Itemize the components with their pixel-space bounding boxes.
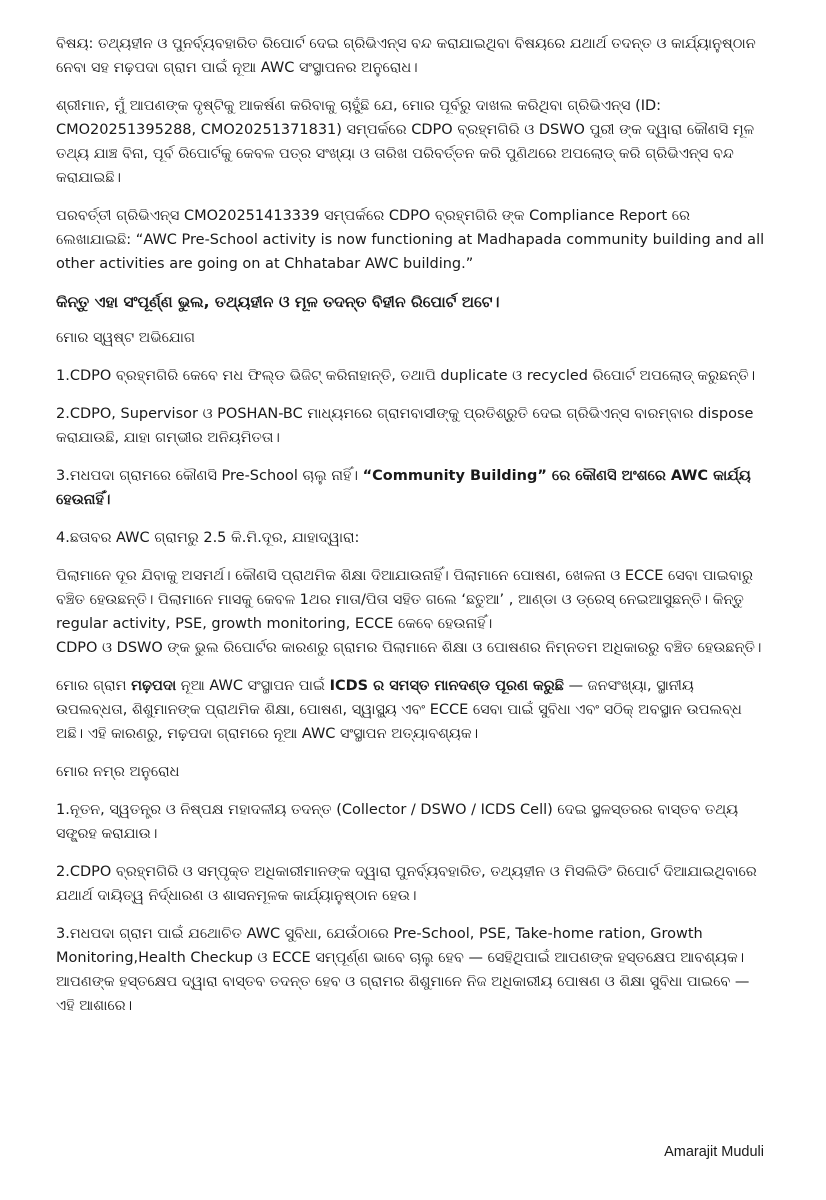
compliance-paragraph: ପରବର୍ତ୍ତୀ ଗ୍ରିଭିଏନ୍ସ CMO20251413339 ସମ୍ପର୍କରେ CDPO ବ୍ରହ୍ମଗିରି ଙ୍କ Compliance Report ରେ ଲେଖାଯାଇଛି: “AWC Pre-School activity is now functioning at Madhapada community building and all other activities are going on at Chhatabar AWC building.” — [56, 208, 765, 272]
request-item-2: 2.CDPO ବ୍ରହ୍ମଗିରି ଓ ସମ୍ପୃକ୍ତ ଅଧିକାରୀମାନଙ୍କ ଦ୍ୱାରା ପୁନର୍ବ୍ୟବହାରିତ, ତଥ୍ୟହୀନ ଓ ମିସଲିଡିଂ ରିପୋର୍ଟ ଦିଆଯାଇଥିବାରେ ଯଥାର୍ଥ ଦାୟିତ୍ୱ ନିର୍ଦ୍ଧାରଣ ଓ ଶାସନମୂଳକ କାର୍ଯ୍ୟାନୁଷ୍ଠାନ ହେଉ। — [56, 864, 757, 904]
intro-paragraph: ଶ୍ରୀମାନ, ମୁଁ ଆପଣଙ୍କ ଦୃଷ୍ଟିକୁ ଆକର୍ଷଣ କରିବାକୁ ଚାହୁଁଛି ଯେ, ମୋର ପୂର୍ବରୁ ଦାଖଲ କରିଥିବା ଗ୍ରିଭିଏନ୍ସ (ID: CMO20251395288, CMO20251371831) ସମ୍ପର୍କରେ CDPO ବ୍ରହ୍ମଗିରି ଓ DSWO ପୁରୀ ଙ୍କ ଦ୍ୱାରା କୌଣସି ମୂଳ ତଥ୍ୟ ଯାଞ୍ଚ ବିନା, ପୂର୍ବ ରିପୋର୍ଟକୁ କେବଳ ପତ୍ର ସଂଖ୍ୟା ଓ ତାରିଖ ପରିବର୍ତ୍ତନ କରି ପୁଣିଥରେ ଅପଲୋଡ୍ କରି ଗ୍ରିଭିଏନ୍ସ ବନ୍ଦ କରାଯାଇଛି। — [56, 98, 755, 186]
village-text-2: ନୂଆ AWC ସଂସ୍ଥାପନ ପାଇଁ — [176, 678, 330, 694]
closing-paragraph: ଆପଣଙ୍କ ହସ୍ତକ୍ଷେପ ଦ୍ୱାରା ବାସ୍ତବ ତଦନ୍ତ ହେବ ଓ ଗ୍ରାମର ଶିଶୁମାନେ ନିଜ ଅଧିକାରୀୟ ପୋଷଣ ଓ ଶିକ୍ଷା ସୁବିଧା ପାଇବେ — ଏହି ଆଶାରେ। — [56, 974, 750, 1014]
complaint-item-4: 4.ଛତାବର AWC ଗ୍ରାମରୁ 2.5 କି.ମି.ଦୂର, ଯାହାଦ୍ୱାରା: — [56, 530, 360, 546]
children-paragraph-2: CDPO ଓ DSWO ଙ୍କ ଭୁଲ ରିପୋର୍ଟର କାରଣରୁ ଗ୍ରାମର ପିଲାମାନେ ଶିକ୍ଷା ଓ ପୋଷଣର ନିମ୍ନତମ ଅଧିକାରରୁ ବଞ୍ଚିତ ହେଉଛନ୍ତି। — [56, 640, 762, 656]
requests-heading: ମୋର ନମ୍ର ଅନୁରୋଧ — [56, 764, 180, 780]
village-name: ମଢ଼ପଦା — [131, 678, 177, 694]
signature: Amarajit Muduli — [664, 1144, 764, 1160]
complaint-item-3 — [56, 464, 768, 512]
village-paragraph — [56, 674, 768, 746]
complaints-heading: ମୋର ସ୍ୱଷ୍ଟ ଅଭିଯୋଗ — [56, 330, 196, 346]
children-paragraph: ପିଲାମାନେ ଦୂର ଯିବାକୁ ଅସମର୍ଥ। କୌଣସି ପ୍ରାଥମିକ ଶିକ୍ଷା ଦିଆଯାଉନାହିଁ। ପିଲାମାନେ ପୋଷଣ, ଖେଳନା ଓ ECCE ସେବା ପାଇବାରୁ ବଞ୍ଚିତ ହେଉଛନ୍ତି। ପିଲାମାନେ ମାସକୁ କେବଳ 1ଥର ମାତା/ପିତା ସହିତ ଗଲେ ‘ଛତୁଆ’ , ଆଣ୍ଡା ଓ ଡ୍ରେସ୍ ନେଇଆସୁଛନ୍ତି। କିନ୍ତୁ regular activity, PSE, growth monitoring, ECCE କେବେ ହେଉନାହିଁ। — [56, 568, 753, 632]
complaint-3-emphasis: “Community Building” ରେ କୌଣସି ଅଂଶରେ AWC କାର୍ଯ୍ୟ ହେଉନାହିଁ। — [56, 468, 751, 508]
subject-line: ବିଷୟ: ତଥ୍ୟହୀନ ଓ ପୁନର୍ବ୍ୟବହାରିତ ରିପୋର୍ଟ ଦେଇ ଗ୍ରିଭିଏନ୍ସ ବନ୍ଦ କରାଯାଇଥିବା ବିଷୟରେ ଯଥାର୍ଥ ତଦନ୍ତ ଓ କାର୍ଯ୍ୟାନୁଷ୍ଠାନ ନେବା ସହ ମଢ଼ପଦା ଗ୍ରାମ ପାଇଁ ନୂଆ AWC ସଂସ୍ଥାପନର ଅନୁରୋଧ। — [56, 36, 756, 76]
village-text-1: ମୋର ଗ୍ରାମ — [56, 678, 132, 694]
complaint-item-1: 1.CDPO ବ୍ରହ୍ମଗିରି କେବେ ମଧ ଫିଲ୍ଡ ଭିଜିଟ୍ କରିନାହାନ୍ତି, ତଥାପି duplicate ଓ recycled ରିପୋର୍ଟ ଅପଲୋଡ୍ କରୁଛନ୍ତି। — [56, 368, 756, 384]
request-item-3: 3.ମଧପଦା ଗ୍ରାମ ପାଇଁ ଯଥୋଚିତ AWC ସୁବିଧା, ଯେଉଁଠାରେ Pre-School, PSE, Take-home ration, Growth Monitoring,Health Checkup ଓ ECCE ସମ୍ପୂର୍ଣ୍ଣ ଭାବେ ଚାଲୁ ହେବ — ସେହିଥିପାଇଁ ଆପଣଙ୍କ ହସ୍ତକ୍ଷେପ ଆବଶ୍ୟକ। — [56, 926, 745, 966]
complaint-item-2: 2.CDPO, Supervisor ଓ POSHAN-BC ମାଧ୍ୟମରେ ଗ୍ରାମବାସୀଙ୍କୁ ପ୍ରତିଶ୍ରୁତି ଦେଇ ଗ୍ରିଭିଏନ୍ସ ବାରମ୍ବାର dispose କରାଯାଉଛି, ଯାହା ଗମ୍ଭୀର ଅନିୟମିତତା। — [56, 406, 754, 446]
headline-statement: କିନ୍ତୁ ଏହା ସଂପୂର୍ଣ୍ଣ ଭୁଲ, ତଥ୍ୟହୀନ ଓ ମୂଳ ତଦନ୍ତ ବିହୀନ ରିପୋର୍ଟ ଅଟେ। — [56, 293, 500, 311]
complaint-3-text: 3.ମଧପଦା ଗ୍ରାମରେ କୌଣସି Pre-School ଚାଲୁ ନାହିଁ। — [56, 468, 363, 484]
village-text-3: — ଜନସଂଖ୍ୟା, ସ୍ଥାନୀୟ ଉପଲବ୍ଧତା, ଶିଶୁମାନଙ୍କ ପ୍ରାଥମିକ ଶିକ୍ଷା, ପୋଷଣ, ସ୍ୱାସ୍ଥ୍ୟ ଏବଂ ECCE ସେବା ପାଇଁ ସୁବିଧା ଏବଂ ସଠିକ୍ ଅବସ୍ଥାନ ଉପଲବ୍ଧ ଅଛି। ଏହି କାରଣରୁ, ମଢ଼ପଦା ଗ୍ରାମରେ ନୂଆ AWC ସଂସ୍ଥାପନ ଅତ୍ୟାବଶ୍ୟକ। — [56, 678, 742, 742]
request-item-1: 1.ନୂତନ, ସ୍ୱତନ୍ତ୍ର ଓ ନିଷ୍ପକ୍ଷ ମହାଦଳୀୟ ତଦନ୍ତ (Collector / DSWO / ICDS Cell) ଦେଇ ସ୍ଥଳସ୍ତରର ବାସ୍ତବ ତଥ୍ୟ ସଙ୍ଗ୍ରହ କରାଯାଉ। — [56, 802, 739, 842]
village-criteria: ICDS ର ସମସ୍ତ ମାନଦଣ୍ଡ ପୂରଣ କରୁଛି — [329, 678, 564, 694]
